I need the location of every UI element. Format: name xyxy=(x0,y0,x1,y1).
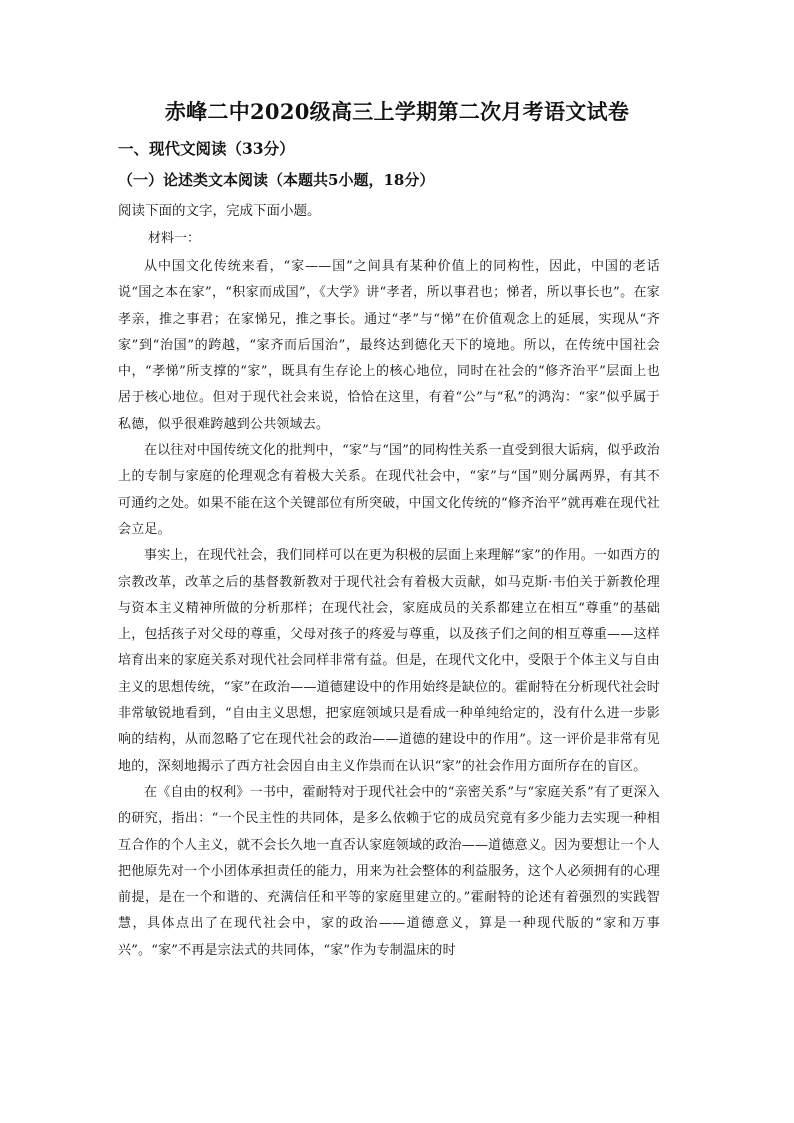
passage-paragraph: 在《自由的权利》一书中，霍耐特对于现代社会中的“亲密关系”与“家庭关系”有了更深入的研究，指出：“一个民主性的共同体，是多么依赖于它的成员究竟有多少能力去实现一种相互合作的个人主义，就不会长久地一直否认家庭领域的政治——道德意义。因为要想让一个人把他原先对一个小团体承担责任的能力，用来为社会整体的利益服务，这个人必须拥有的心理前提，是在一个和谐的、充满信任和平等的家庭里建立的。”霍耐特的论述有着强烈的实践智慧，具体点出了在现代社会中，家的政治——道德意义，算是一种现代版的“家和万事兴”。“家”不再是宗法式的共同体，“家”作为专制温床的时 xyxy=(118,784,660,958)
exam-title: 赤峰二中2020级高三上学期第二次月考语文试卷 xyxy=(164,99,630,124)
passage-body xyxy=(118,254,660,964)
instruction-text: 阅读下面的文字，完成下面小题。 xyxy=(118,203,321,219)
subsection-heading: （一）论述类文本阅读（本题共5小题，18分） xyxy=(118,171,435,189)
material-label: 材料一： xyxy=(148,231,201,246)
section-heading: 一、现代文阅读（33分） xyxy=(118,139,295,158)
passage-paragraph: 在以往对中国传统文化的批判中，“家”与“国”的同构性关系一直受到很大诟病，似乎政治上的专制与家庭的伦理观念有着极大关系。在现代社会中，“家”与“国”则分属两界，有其不可通约之处。如果不能在这个关键部位有所突破，中国文化传统的“修齐治平”就再难在现代社会立足。 xyxy=(118,443,660,537)
passage-paragraph: 事实上，在现代社会，我们同样可以在更为积极的层面上来理解“家”的作用。一如西方的宗教改革，改革之后的基督教新教对于现代社会有着极大贡献，如马克斯·韦伯关于新教伦理与资本主义精神所做的分析那样；在现代社会，家庭成员的关系都建立在相互“尊重”的基础上，包括孩子对父母的尊重，父母对孩子的疼爱与尊重，以及孩子们之间的相互尊重——这样培育出来的家庭关系对现代社会同样非常有益。但是，在现代文化中，受限于个体主义与自由主义的思想传统，“家”在政治——道德建设中的作用始终是缺位的。霍耐特在分析现代社会时非常敏锐地看到，“自由主义思想，把家庭领域只是看成一种单纯给定的，没有什么进一步影响的结构，从而忽略了它在现代社会的政治——道德的建设中的作用”。这一评价是非常有见地的，深刻地揭示了西方社会因自由主义作祟而在认识“家”的社会作用方面所存在的盲区。 xyxy=(118,548,660,774)
passage-paragraph: 从中国文化传统来看，“家——国”之间具有某种价值上的同构性，因此，中国的老话说“国之本在家”，“积家而成国”，《大学》讲“孝者，所以事君也；悌者，所以事长也”。在家孝亲，推之事君；在家悌兄，推之事长。通过“孝”与“悌”在价值观念上的延展，实现从“齐家”到“治国”的跨越，“家齐而后国治”，最终达到德化天下的境地。所以，在传统中国社会中，“孝悌”所支撑的“家”，既具有生存论上的核心地位，同时在社会的“修齐治平”层面上也居于核心地位。但对于现代社会来说，恰恰在这里，有着“公”与“私”的鸿沟：“家”似乎属于私德，似乎很难跨越到公共领域去。 xyxy=(118,259,660,432)
